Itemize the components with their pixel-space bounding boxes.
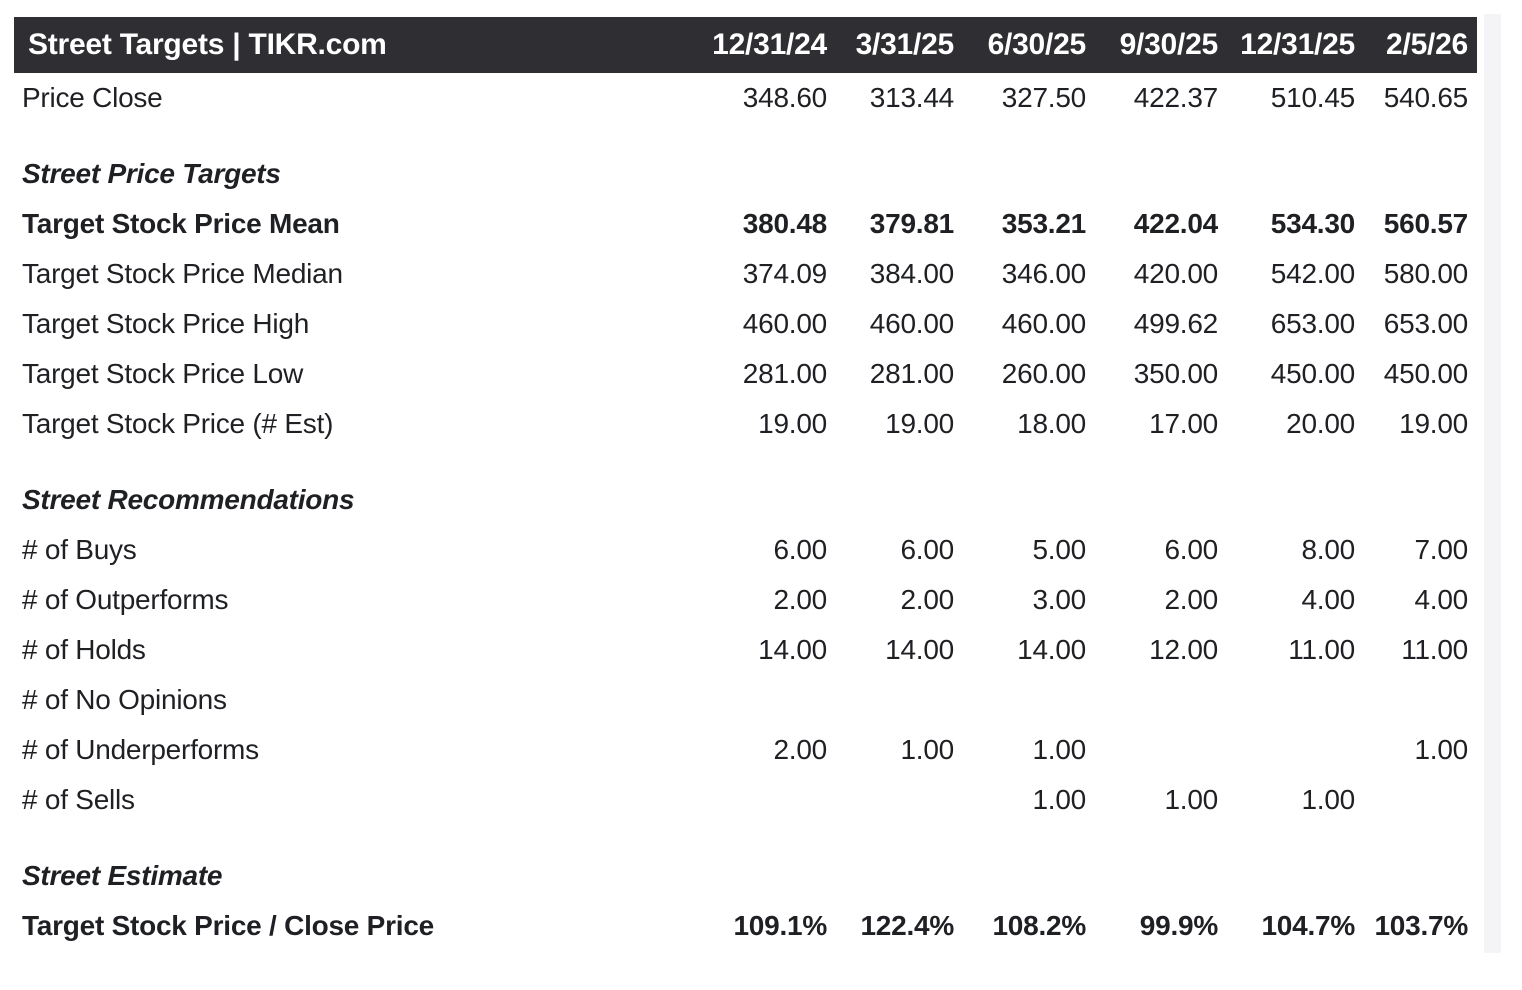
cell: 109.1%	[733, 910, 827, 941]
cell: 1.00	[1414, 734, 1468, 765]
column-header-2: 3/31/25	[827, 17, 954, 73]
cell: 19.00	[758, 408, 827, 439]
row-label: Price Close	[22, 82, 163, 113]
cell	[1086, 725, 1218, 775]
cell	[827, 123, 954, 199]
cell	[954, 675, 1086, 725]
cell: 2.00	[773, 584, 827, 615]
column-header-4: 9/30/25	[1086, 17, 1218, 73]
cell: 6.00	[773, 534, 827, 565]
cell: 17.00	[1149, 408, 1218, 439]
cell: 3.00	[1032, 584, 1086, 615]
cell: 12.00	[1149, 634, 1218, 665]
row-label: # of Holds	[22, 634, 146, 665]
row-target-price-mean	[14, 199, 1477, 249]
row-label: # of Outperforms	[22, 584, 229, 615]
row-label: Target Stock Price (# Est)	[22, 408, 334, 439]
row-label: Target Stock Price Median	[22, 258, 343, 289]
cell: 19.00	[1399, 408, 1468, 439]
row-label: Target Stock Price Mean	[22, 208, 340, 239]
cell: 560.57	[1383, 208, 1468, 239]
cell: 260.00	[1001, 358, 1086, 389]
cell: 384.00	[869, 258, 954, 289]
cell: 1.00	[1032, 734, 1086, 765]
cell: 20.00	[1286, 408, 1355, 439]
row-label: # of Sells	[22, 784, 135, 815]
cell: 420.00	[1133, 258, 1218, 289]
cell: 1.00	[900, 734, 954, 765]
row-target-price-num-est	[14, 399, 1477, 449]
cell: 19.00	[885, 408, 954, 439]
cell: 379.81	[869, 208, 954, 239]
cell	[690, 775, 827, 825]
cell	[1355, 825, 1477, 901]
column-header-3: 6/30/25	[954, 17, 1086, 73]
cell	[954, 449, 1086, 525]
cell	[1086, 675, 1218, 725]
row-target-price-median	[14, 249, 1477, 299]
row-num-holds	[14, 625, 1477, 675]
cell	[827, 449, 954, 525]
cell: 11.00	[1288, 634, 1355, 665]
cell: 7.00	[1414, 534, 1468, 565]
row-num-buys	[14, 525, 1477, 575]
cell: 348.60	[742, 82, 827, 113]
cell	[1355, 123, 1477, 199]
cell	[1355, 675, 1477, 725]
cell	[827, 825, 954, 901]
cell: 540.65	[1383, 82, 1468, 113]
cell: 353.21	[1001, 208, 1086, 239]
cell: 5.00	[1032, 534, 1086, 565]
cell: 542.00	[1270, 258, 1355, 289]
cell: 1.00	[1164, 784, 1218, 815]
cell: 510.45	[1270, 82, 1355, 113]
cell: 422.37	[1133, 82, 1218, 113]
row-label: # of Underperforms	[22, 734, 259, 765]
row-num-outperforms	[14, 575, 1477, 625]
cell: 14.00	[758, 634, 827, 665]
cell	[1355, 449, 1477, 525]
cell	[690, 675, 827, 725]
column-header-5: 12/31/25	[1218, 17, 1355, 73]
cell: 450.00	[1270, 358, 1355, 389]
cell: 6.00	[900, 534, 954, 565]
cell: 122.4%	[860, 910, 954, 941]
cell: 4.00	[1301, 584, 1355, 615]
cell: 14.00	[885, 634, 954, 665]
cell	[954, 123, 1086, 199]
cell: 2.00	[900, 584, 954, 615]
street-targets-table	[14, 17, 1477, 951]
cell	[1218, 449, 1355, 525]
row-price-close	[14, 73, 1477, 123]
cell	[690, 825, 827, 901]
cell	[1218, 725, 1355, 775]
cell	[690, 449, 827, 525]
cell: 6.00	[1164, 534, 1218, 565]
row-target-price-low	[14, 349, 1477, 399]
row-num-no-opinions	[14, 675, 1477, 725]
row-target-price-vs-close	[14, 901, 1477, 951]
section-label: Street Price Targets	[22, 157, 281, 189]
cell: 2.00	[773, 734, 827, 765]
section-street-price-targets	[14, 123, 1477, 199]
row-num-underperforms	[14, 725, 1477, 775]
row-label: # of Buys	[22, 534, 137, 565]
cell: 380.48	[742, 208, 827, 239]
row-label: # of No Opinions	[22, 684, 227, 715]
cell	[690, 123, 827, 199]
cell	[1355, 775, 1477, 825]
cell: 499.62	[1133, 308, 1218, 339]
cell: 346.00	[1001, 258, 1086, 289]
cell: 534.30	[1270, 208, 1355, 239]
cell	[827, 675, 954, 725]
table-title: Street Targets | TIKR.com	[14, 17, 690, 73]
cell: 104.7%	[1261, 910, 1355, 941]
cell	[1218, 675, 1355, 725]
section-label: Street Recommendations	[22, 483, 355, 515]
cell: 450.00	[1383, 358, 1468, 389]
column-header-1: 12/31/24	[690, 17, 827, 73]
cell: 350.00	[1133, 358, 1218, 389]
cell	[1218, 825, 1355, 901]
cell: 374.09	[742, 258, 827, 289]
cell: 4.00	[1414, 584, 1468, 615]
row-label: Target Stock Price Low	[22, 358, 304, 389]
section-street-estimate	[14, 825, 1477, 901]
cell	[1086, 449, 1218, 525]
cell	[827, 775, 954, 825]
vertical-scrollbar[interactable]	[1484, 14, 1501, 953]
cell: 1.00	[1301, 784, 1355, 815]
row-label: Target Stock Price / Close Price	[22, 910, 434, 941]
cell: 653.00	[1270, 308, 1355, 339]
cell: 327.50	[1001, 82, 1086, 113]
row-target-price-high	[14, 299, 1477, 349]
column-header-6: 2/5/26	[1355, 17, 1477, 73]
row-num-sells	[14, 775, 1477, 825]
cell: 460.00	[869, 308, 954, 339]
cell: 281.00	[742, 358, 827, 389]
cell	[1086, 123, 1218, 199]
table-header-row	[14, 17, 1477, 73]
cell: 11.00	[1401, 634, 1468, 665]
section-label: Street Estimate	[22, 859, 223, 891]
cell: 103.7%	[1374, 910, 1468, 941]
cell	[1218, 123, 1355, 199]
cell: 14.00	[1017, 634, 1086, 665]
cell: 460.00	[742, 308, 827, 339]
cell: 108.2%	[992, 910, 1086, 941]
cell: 8.00	[1301, 534, 1355, 565]
cell: 460.00	[1001, 308, 1086, 339]
cell: 653.00	[1383, 308, 1468, 339]
cell: 18.00	[1017, 408, 1086, 439]
cell: 1.00	[1032, 784, 1086, 815]
cell: 2.00	[1164, 584, 1218, 615]
cell	[1086, 825, 1218, 901]
row-label: Target Stock Price High	[22, 308, 310, 339]
cell: 281.00	[869, 358, 954, 389]
cell: 313.44	[869, 82, 954, 113]
section-street-recommendations	[14, 449, 1477, 525]
cell: 99.9%	[1139, 910, 1218, 941]
cell: 580.00	[1383, 258, 1468, 289]
cell	[954, 825, 1086, 901]
cell: 422.04	[1133, 208, 1218, 239]
